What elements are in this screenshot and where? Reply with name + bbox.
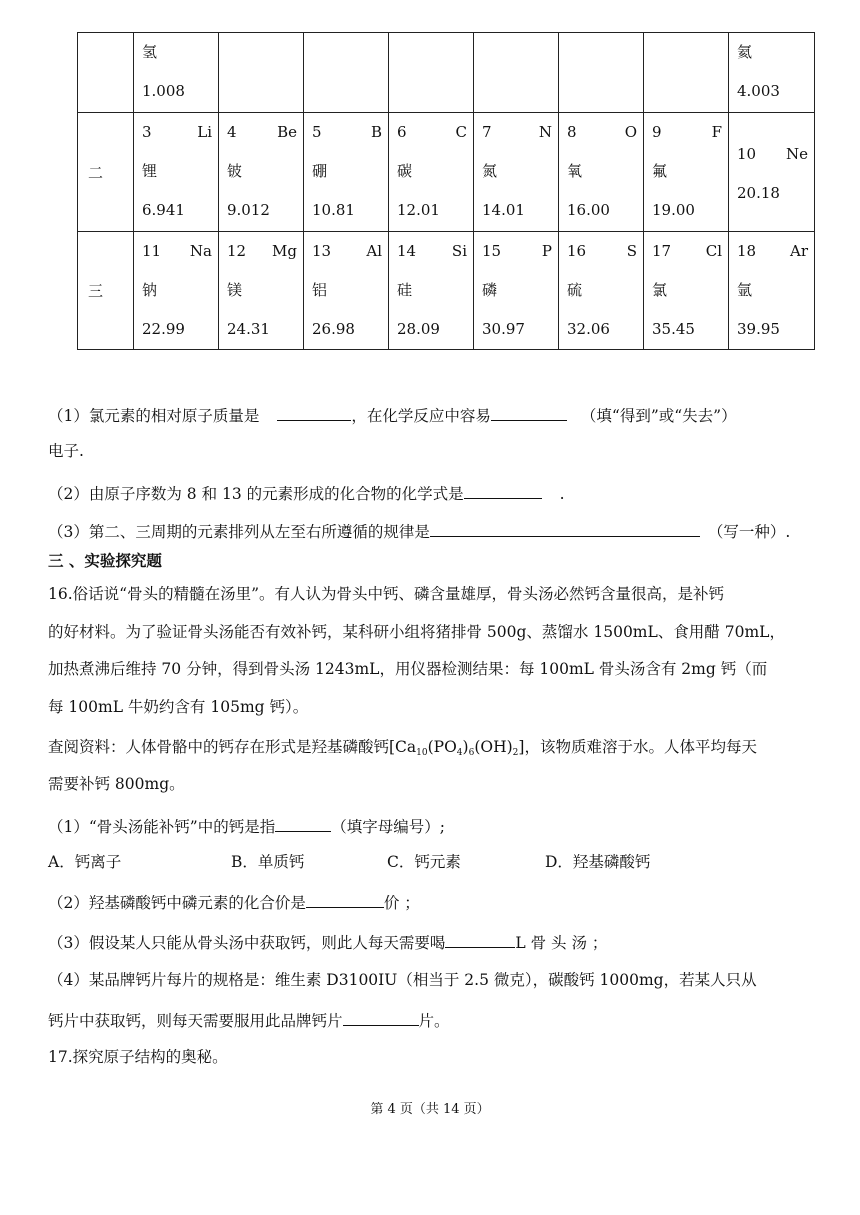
q15-part1-line1 bbox=[48, 404, 818, 426]
atomic-mass: 28.09 bbox=[397, 320, 440, 338]
element-cell bbox=[644, 232, 729, 350]
q15-part3-text-a: （3）第二、三周期的元素排列从左至右所遵循的规律是 bbox=[48, 523, 430, 541]
atomic-number: 4 bbox=[227, 123, 237, 141]
atomic-mass: 16.00 bbox=[567, 201, 610, 219]
element-cell bbox=[559, 113, 644, 232]
atomic-mass: 12.01 bbox=[397, 201, 440, 219]
element-symbol: B bbox=[370, 123, 382, 141]
atomic-number: 12 bbox=[227, 242, 247, 260]
table-row bbox=[78, 113, 815, 232]
formula-subscript: 2 bbox=[512, 748, 519, 758]
element-cell bbox=[729, 113, 815, 232]
period-label: 三 bbox=[78, 232, 134, 350]
element-cell bbox=[644, 33, 729, 113]
element-name: 硼 bbox=[312, 162, 328, 180]
element-cell bbox=[729, 33, 815, 113]
atomic-mass: 20.18 bbox=[737, 184, 780, 202]
element-symbol: N bbox=[538, 123, 552, 141]
element-number-symbol bbox=[652, 232, 722, 271]
element-cell-content bbox=[142, 33, 212, 111]
formula-part: (OH) bbox=[474, 738, 513, 756]
element-cell bbox=[134, 232, 219, 350]
element-cell-content bbox=[227, 232, 297, 349]
element-symbol: Si bbox=[451, 242, 467, 260]
element-symbol: Ar bbox=[789, 242, 808, 260]
element-number-symbol bbox=[737, 232, 808, 271]
element-number-symbol bbox=[652, 113, 722, 152]
table-row bbox=[78, 33, 815, 113]
element-cell-content bbox=[142, 113, 212, 230]
element-cell-content bbox=[567, 113, 637, 230]
option-b: B．单质钙 bbox=[231, 853, 305, 871]
atomic-mass: 26.98 bbox=[312, 320, 355, 338]
element-cell bbox=[389, 33, 474, 113]
element-name: 镁 bbox=[227, 281, 243, 299]
element-name: 氟 bbox=[652, 162, 668, 180]
element-cell bbox=[474, 232, 559, 350]
element-symbol: Mg bbox=[272, 242, 297, 260]
element-symbol: Ne bbox=[785, 145, 808, 163]
periodic-table bbox=[77, 32, 815, 350]
element-name: 磷 bbox=[482, 281, 498, 299]
formula-subscript: 6 bbox=[468, 748, 475, 758]
element-symbol: Al bbox=[366, 242, 382, 260]
q16-sub1-text-a: （1）“骨头汤能补钙”中的钙是指 bbox=[48, 818, 276, 836]
q15-part1-text-c: （填“得到”或“失去”） bbox=[580, 407, 737, 425]
element-cell bbox=[729, 232, 815, 350]
q15-part2 bbox=[48, 482, 818, 504]
element-cell-content bbox=[737, 232, 808, 349]
answer-blank[interactable] bbox=[277, 404, 351, 421]
formula-part: 查阅资料：人体骨骼中的钙存在形式是羟基磷酸钙[Ca bbox=[48, 738, 417, 756]
element-cell bbox=[134, 113, 219, 232]
element-cell bbox=[559, 232, 644, 350]
table-row bbox=[78, 232, 815, 350]
q15-part1-text-b: ，在化学反应中容易 bbox=[351, 407, 491, 425]
answer-blank[interactable] bbox=[275, 815, 331, 832]
atomic-number: 14 bbox=[397, 242, 417, 260]
atomic-number: 18 bbox=[737, 242, 757, 260]
element-cell-content bbox=[567, 232, 637, 349]
element-cell-content bbox=[652, 113, 722, 230]
element-cell bbox=[219, 232, 304, 350]
element-name: 硅 bbox=[397, 281, 413, 299]
element-number-symbol bbox=[737, 135, 808, 174]
q16-line3: 加热煮沸后维持 70 分钟，得到骨头汤 1243mL，用仪器检测结果：每 100mL 骨头汤含有 2mg 钙（而 bbox=[48, 660, 768, 678]
q15-part3-text-b: （写一种）. bbox=[707, 523, 791, 541]
element-name: 钠 bbox=[142, 281, 158, 299]
element-symbol: O bbox=[624, 123, 637, 141]
atomic-number: 6 bbox=[397, 123, 407, 141]
answer-blank[interactable] bbox=[464, 482, 542, 499]
element-number-symbol bbox=[142, 113, 212, 152]
formula-subscript: 10 bbox=[416, 748, 428, 758]
element-number-symbol bbox=[482, 232, 552, 271]
q15-part1-line2: 电子. bbox=[48, 442, 84, 460]
element-cell bbox=[219, 113, 304, 232]
element-cell bbox=[304, 113, 389, 232]
element-cell bbox=[559, 33, 644, 113]
element-cell-content bbox=[312, 232, 382, 349]
element-cell bbox=[644, 113, 729, 232]
element-number-symbol bbox=[227, 232, 297, 271]
q16-sub2-text-a: （2）羟基磷酸钙中磷元素的化合价是 bbox=[48, 894, 306, 912]
atomic-mass: 9.012 bbox=[227, 201, 270, 219]
q15-part3 bbox=[48, 520, 818, 542]
element-number-symbol bbox=[142, 232, 212, 271]
page-footer: 第 4 页（共 14 页） bbox=[370, 1102, 490, 1117]
element-name: 氧 bbox=[567, 162, 583, 180]
element-cell bbox=[219, 33, 304, 113]
atomic-number: 16 bbox=[567, 242, 587, 260]
q16-reference-line1 bbox=[48, 737, 818, 763]
element-name: 硫 bbox=[567, 281, 583, 299]
atomic-number: 7 bbox=[482, 123, 492, 141]
element-number-symbol bbox=[567, 232, 637, 271]
atomic-mass: 1.008 bbox=[142, 82, 185, 100]
element-number-symbol bbox=[312, 232, 382, 271]
q16-sub4-text-a: 钙片中获取钙，则每天需要服用此品牌钙片 bbox=[48, 1012, 343, 1030]
q15-part2-text-b: . bbox=[559, 485, 565, 503]
element-cell bbox=[304, 33, 389, 113]
element-name: 氢 bbox=[142, 43, 158, 61]
atomic-mass: 24.31 bbox=[227, 320, 270, 338]
atomic-mass: 35.45 bbox=[652, 320, 695, 338]
element-symbol: Be bbox=[277, 123, 297, 141]
atomic-number: 9 bbox=[652, 123, 662, 141]
element-symbol: C bbox=[455, 123, 467, 141]
element-symbol: F bbox=[711, 123, 722, 141]
element-cell-content bbox=[142, 232, 212, 349]
atomic-mass: 10.81 bbox=[312, 201, 355, 219]
q16-sub2 bbox=[48, 891, 818, 913]
atomic-mass: 22.99 bbox=[142, 320, 185, 338]
q16-sub4-line2 bbox=[48, 1009, 818, 1031]
q16-line2: 的好材料。为了验证骨头汤能否有效补钙，某科研小组将猪排骨 500g、蒸馏水 1500mL、食用醋 70mL， bbox=[48, 623, 785, 641]
q16-sub1-text-b: （填字母编号）; bbox=[331, 818, 445, 836]
atomic-number: 17 bbox=[652, 242, 672, 260]
element-number-symbol bbox=[227, 113, 297, 152]
atomic-number: 5 bbox=[312, 123, 322, 141]
formula-part: ]，该物质难溶于水。人体平均每天 bbox=[518, 738, 757, 756]
element-cell-content bbox=[737, 33, 808, 111]
atomic-number: 10 bbox=[737, 145, 757, 163]
formula-subscript: 4 bbox=[456, 748, 463, 758]
element-symbol: Li bbox=[197, 123, 212, 141]
element-cell-content bbox=[397, 113, 467, 230]
element-cell-content bbox=[482, 113, 552, 230]
element-name: 锂 bbox=[142, 162, 158, 180]
element-cell bbox=[389, 113, 474, 232]
element-symbol: Na bbox=[189, 242, 212, 260]
section-title: 三 、实验探究题 bbox=[48, 551, 162, 570]
atomic-number: 11 bbox=[142, 242, 162, 260]
answer-blank[interactable] bbox=[491, 404, 567, 421]
period-label bbox=[78, 33, 134, 113]
atomic-mass: 19.00 bbox=[652, 201, 695, 219]
element-cell-content bbox=[312, 113, 382, 230]
element-number-symbol bbox=[567, 113, 637, 152]
element-cell-content bbox=[482, 232, 552, 349]
element-cell bbox=[134, 33, 219, 113]
atomic-number: 15 bbox=[482, 242, 502, 260]
q15-part1-text-a: （1）氯元素的相对原子质量是 bbox=[48, 407, 260, 425]
atomic-mass: 4.003 bbox=[737, 82, 780, 100]
element-symbol: P bbox=[541, 242, 552, 260]
element-cell-content bbox=[397, 232, 467, 349]
element-cell-content bbox=[227, 113, 297, 230]
element-cell bbox=[389, 232, 474, 350]
atomic-number: 8 bbox=[567, 123, 577, 141]
element-symbol: S bbox=[626, 242, 637, 260]
atomic-mass: 30.97 bbox=[482, 320, 525, 338]
element-number-symbol bbox=[312, 113, 382, 152]
atomic-number: 3 bbox=[142, 123, 152, 141]
element-cell bbox=[474, 113, 559, 232]
q16-sub4-line1: （4）某品牌钙片每片的规格是：维生素 D3100IU（相当于 2.5 微克），碳酸钙 1000mg，若某人只从 bbox=[48, 971, 757, 989]
period-label: 二 bbox=[78, 113, 134, 232]
answer-blank[interactable] bbox=[343, 1009, 419, 1026]
q16-sub4-text-b: 片。 bbox=[418, 1012, 450, 1030]
atomic-mass: 14.01 bbox=[482, 201, 525, 219]
element-name: 铍 bbox=[227, 162, 243, 180]
element-symbol: Cl bbox=[705, 242, 722, 260]
q16-reference-line2: 需要补钙 800mg。 bbox=[48, 775, 185, 793]
option-a: A．钙离子 bbox=[48, 853, 122, 871]
q17-line1: 17.探究原子结构的奥秘。 bbox=[48, 1048, 228, 1066]
atomic-mass: 6.941 bbox=[142, 201, 185, 219]
q16-sub3-text-b: L 骨 头 汤 ； bbox=[515, 934, 608, 952]
atomic-number: 13 bbox=[312, 242, 332, 260]
option-c: C．钙元素 bbox=[387, 853, 461, 871]
atomic-mass: 39.95 bbox=[737, 320, 780, 338]
formula-part: (PO bbox=[427, 738, 457, 756]
element-name: 氯 bbox=[652, 281, 668, 299]
answer-blank[interactable] bbox=[445, 931, 515, 948]
q16-line1: 16.俗话说“骨头的精髓在汤里”。有人认为骨头中钙、磷含量雄厚，骨头汤必然钙含量很高，是补钙 bbox=[48, 585, 725, 603]
element-cell bbox=[304, 232, 389, 350]
q16-line4: 每 100mL 牛奶约含有 105mg 钙）。 bbox=[48, 698, 309, 716]
periodic-table-body bbox=[78, 33, 815, 350]
answer-blank[interactable] bbox=[430, 520, 700, 537]
q15-part2-text-a: （2）由原子序数为 8 和 13 的元素形成的化合物的化学式是 bbox=[48, 485, 464, 503]
element-name: 铝 bbox=[312, 281, 328, 299]
element-number-symbol bbox=[482, 113, 552, 152]
element-name: 氩 bbox=[737, 281, 753, 299]
element-name: 碳 bbox=[397, 162, 413, 180]
formula-part: ) bbox=[462, 738, 469, 756]
element-number-symbol bbox=[397, 232, 467, 271]
element-name: 氦 bbox=[737, 43, 753, 61]
q16-sub3-text-a: （3）假设某人只能从骨头汤中获取钙，则此人每天需要喝 bbox=[48, 934, 446, 952]
q16-sub1 bbox=[48, 815, 818, 837]
element-name: 氮 bbox=[482, 162, 498, 180]
element-cell-content bbox=[652, 232, 722, 349]
element-cell-content bbox=[737, 113, 808, 213]
atomic-mass: 32.06 bbox=[567, 320, 610, 338]
element-number-symbol bbox=[397, 113, 467, 152]
option-d: D．羟基磷酸钙 bbox=[545, 853, 651, 871]
q16-sub2-text-b: 价 ； bbox=[383, 894, 420, 912]
element-cell bbox=[474, 33, 559, 113]
q16-sub3 bbox=[48, 931, 818, 953]
answer-blank[interactable] bbox=[306, 891, 384, 908]
